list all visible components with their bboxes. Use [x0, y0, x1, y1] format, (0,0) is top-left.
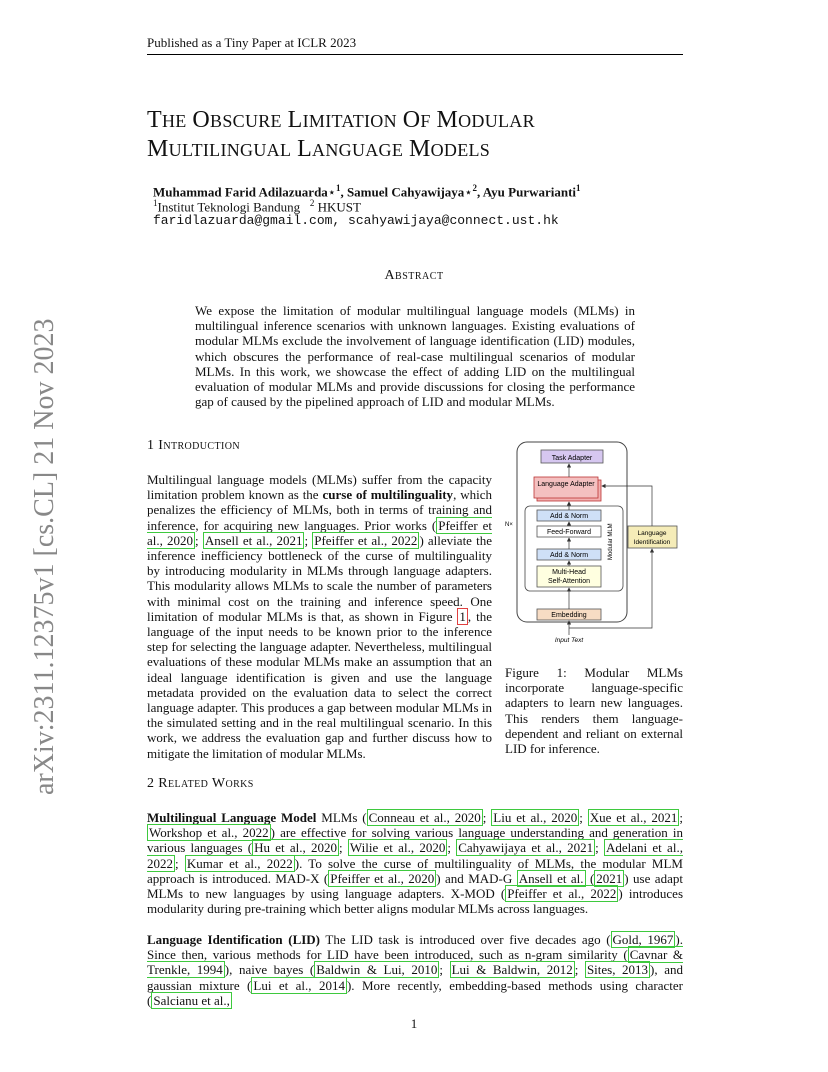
embedding-label: Embedding — [551, 612, 587, 619]
title-line-2: MULTILINGUAL LANGUAGE MODELS — [147, 136, 491, 162]
page-number: 1 — [410, 1016, 418, 1031]
add-norm-label: Add & Norm — [549, 513, 589, 520]
citation-link[interactable]: Cavnar & Trenkle, 1994 — [147, 947, 684, 978]
citation-link[interactable]: Pfeiffer et al., 2022 — [507, 886, 617, 902]
self-attention-label: Self-Attention — [547, 578, 591, 585]
task-adapter-label: Task Adapter — [551, 455, 593, 462]
arxiv-identifier: arXiv:2311.12375v1 [cs.CL] 21 Nov 2023 — [29, 318, 60, 795]
language-adapter-label: Language Adapter — [537, 481, 595, 488]
title-line-1: THE OBSCURE LIMITATION OF MODULAR — [147, 107, 535, 133]
citation-link[interactable]: Sites, 2013 — [586, 962, 649, 978]
input-text-label: Input Text — [554, 637, 584, 644]
abstract-body: We expose the limitation of modular multilingual language models (MLMs) in multilingual inference scenarios with unknown languages. Existing evaluations of modular MLMs exclude the involvement of language identification (LID) modules, which obscures the performance of real-case multilingual scenarios of modular MLMs. In this work, we showcase the effect of adding LID on the multilingual evaluation of modular MLMs and provide discussions for closing the performance gap of caused by the pipelined approach of LID and modular MLMs. — [195, 303, 635, 410]
section-1-heading: 1 Introduction — [147, 438, 240, 453]
citation-link[interactable]: Xue et al., 2021 — [589, 810, 678, 825]
header-rule — [147, 54, 683, 55]
citation-link[interactable]: Lui et al., 2014 — [253, 977, 345, 993]
citation-link[interactable]: Pfeiffer et al., 2020 — [147, 517, 492, 548]
author-emails: faridlazuarda@gmail.com, scahyawijaya@connect.ust.hk — [153, 213, 559, 228]
introduction-paragraph: Multilingual language models (MLMs) suffer from the capacity limitation problem known as the curse of multilinguality, which penalizes the efficiency of MLMs, both in terms of training and inference, for acquiring new languages. Prior works ( Pfeiffer et al., 2020 ; Ansell et al., 2021 ; Pfeiffer et al., 2022 ) alleviate the inference inefficiency bottleneck of the curse of multilinguality by introducing modularity in MLMs through language adapters. This modularity allows MLMs to scale the number of parameters with minimal cost on the training and inference speed. One limitation of modular MLMs is that, as shown in Figure 1 , the language of the input needs to be known prior to the inference step for selecting the language adapter. Nevertheless, multilingual evaluations of these modular MLMs make an assumption that an ideal language identification is given and use the language metadata provided on the evaluation data to select the correct language adapter. This produces a gap between modular MLMs in the simulated setting and in the real multilingual scenario. In this work, we address the evaluation gap and further discuss how to mitigate the limitation of modular MLMs. — [147, 472, 492, 761]
abstract-heading: Abstract — [384, 268, 444, 283]
affiliations: $^1$Institut Teknologi Bandung $^2$ HKUST — [153, 198, 361, 215]
related-works-lid-paragraph: Language Identification (LID) The LID task is introduced over five decades ago ( Gold, 1967 ). Since then, various methods for LID have been introduced, such as n-gram similarity ( Cavnar & Trenkle, 1994 ), naive bayes ( Baldwin & Lui, 2010 ; Lui & Baldwin, 2012 ; Sites, 2013 ), and gaussian mixture ( Lui et al., 2014 ). More recently, embedding-based methods using character ( Salcianu et al., — [147, 932, 684, 1008]
running-header: Published as a Tiny Paper at ICLR 2023 — [147, 35, 357, 50]
citation-link[interactable]: Adelani et al., 2022 — [147, 840, 683, 871]
lid-label-1: Language — [637, 530, 667, 537]
citation-link[interactable]: Pfeiffer et al., 2022 — [314, 532, 418, 548]
figure-modular-mlm-diagram — [503, 440, 683, 650]
citation-link[interactable]: Conneau et al., 2020 — [368, 810, 481, 825]
citation-link[interactable]: Gold, 1967 — [612, 932, 674, 947]
section-2-heading: 2 Related Works — [147, 776, 254, 791]
architecture-diagram — [503, 440, 683, 650]
related-works-mlm-paragraph: Multilingual Language Model MLMs ( Conneau et al., 2020 ; Liu et al., 2020 ; Xue et al., 2021 ; Workshop et al., 2022 ) are effective for solving various language understanding and generation in various languages ( Hu et al., 2020 ; Wilie et al., 2020 ; Cahyawijaya et al., 2021 ; Adelani et al., 2022 ; Kumar et al., 2022 ). To solve the curse of multilinguality of MLMs, the modular MLM approach is introduced. MAD-X ( Pfeiffer et al., 2020 ) and MAD-G Ansell et al. ( 2021 ) use adapt MLMs to new languages by using language adapters. X-MOD ( Pfeiffer et al., 2022 ) introduces modularity during pre-training which better aligns modular MLMs across languages. — [147, 810, 684, 917]
citation-link[interactable]: Workshop et al., 2022 — [149, 825, 269, 841]
citation-link[interactable]: Ansell et al., 2021 — [204, 532, 303, 548]
citation-link[interactable]: Kumar et al., 2022 — [186, 855, 293, 871]
citation-link[interactable]: 2021 — [596, 870, 623, 886]
citation-link[interactable]: Pfeiffer et al., 2020 — [330, 870, 435, 886]
paper-title — [147, 106, 535, 164]
citation-link[interactable]: Baldwin & Lui, 2010 — [316, 962, 438, 978]
citation-link[interactable]: Cahyawijaya et al., 2021 — [458, 840, 594, 856]
modular-mlm-label: Modular MLM — [608, 523, 614, 560]
citation-link[interactable]: Liu et al., 2020 — [493, 810, 578, 825]
citation-link[interactable]: Wilie et al., 2020 — [349, 840, 446, 856]
add-norm-label: Add & Norm — [549, 552, 589, 559]
feed-forward-label: Feed-Forward — [547, 529, 591, 536]
citation-link[interactable]: Salcianu et al., — [153, 992, 230, 1008]
multi-head-label: Multi-Head — [552, 569, 586, 576]
figure-ref-link[interactable]: 1 — [459, 608, 466, 624]
citation-link[interactable]: Hu et al., 2020 — [254, 840, 338, 856]
nx-label: N× — [505, 522, 513, 528]
figure-1-caption: Figure 1: Modular MLMs incorporate language-specific adapters to learn new languages. This renders them language-dependent and reliant on external LID for inference. — [505, 665, 683, 757]
citation-link[interactable]: Ansell et al. — [518, 870, 584, 886]
lid-label-2: Identification — [633, 539, 671, 546]
author-list: Muhammad Farid Adilazuarda⋆$^1$, Samuel Cahyawijaya⋆$^2$, Ayu Purwarianti$^1$ — [153, 183, 581, 200]
citation-link[interactable]: Lui & Baldwin, 2012 — [451, 962, 573, 978]
